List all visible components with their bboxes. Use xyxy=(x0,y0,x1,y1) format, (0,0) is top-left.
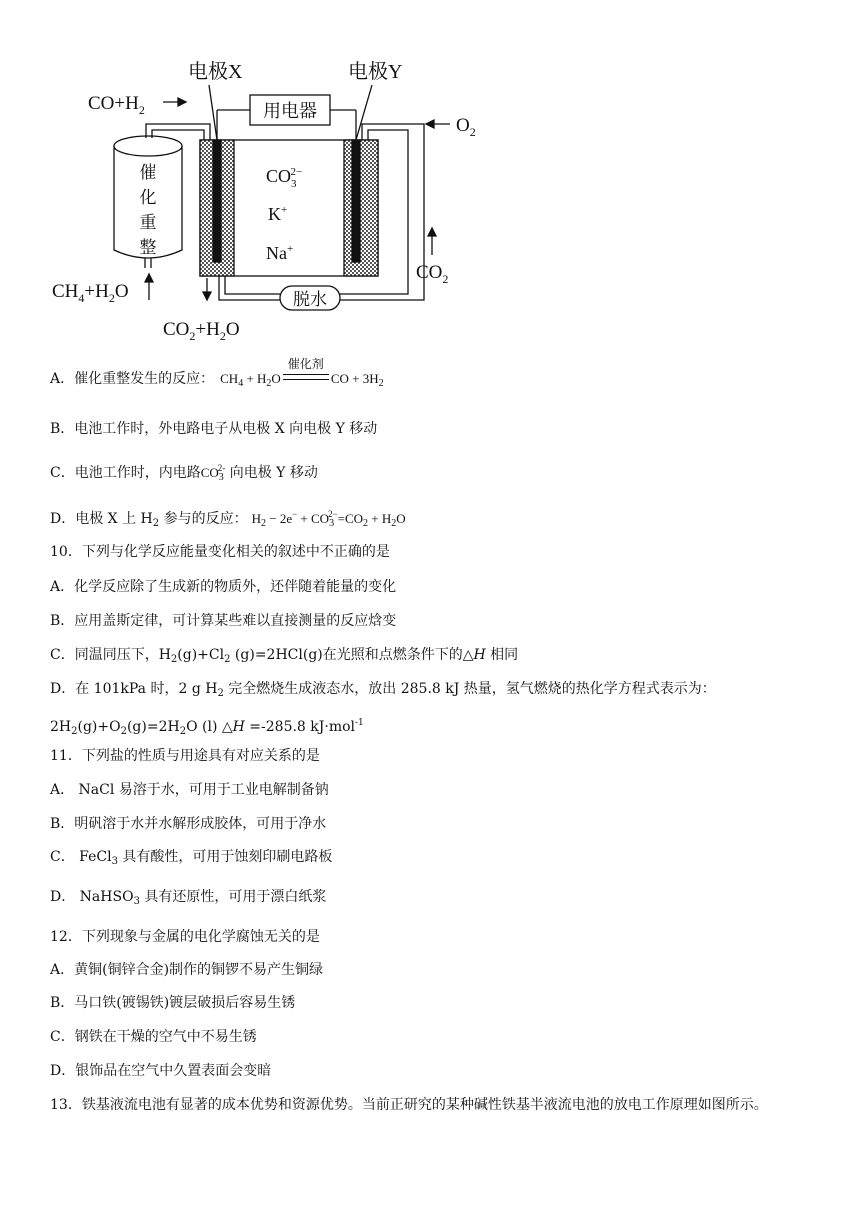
reformer-char-1: 催 xyxy=(139,163,157,182)
reformer-feed-label: $CH_4+H_2O$ xyxy=(52,281,129,305)
q10-equation: $2H_2(g)+O_2(g)=2H_2O$ (l) △H =-285.8 kJ·mol$^{-1}$ xyxy=(50,718,364,737)
q9-option-b: B．电池工作时，外电路电子从电极 X 向电极 Y 移动 xyxy=(50,421,378,437)
reformer-char-2: 化 xyxy=(139,188,157,207)
reformer-char-3: 重 xyxy=(139,213,157,232)
q9-option-c: C．电池工作时，内电路$CO_3^{2-}$ 向电极 Y 移动 xyxy=(50,463,318,483)
electrode-x-label: 电极X xyxy=(188,61,243,83)
q12-option-b: B．马口铁(镀锡铁)镀层破损后容易生锈 xyxy=(50,995,296,1011)
q11-stem: 11．下列盐的性质与用途具有对应关系的是 xyxy=(50,748,320,764)
input-co-h2: $CO+H_2$ xyxy=(88,93,145,117)
dehydrate-label: 脱水 xyxy=(293,290,327,309)
q9-option-a: A．催化重整发生的反应： $CH_4 + H_2O$ 催化剂 CO + $3H_2$ xyxy=(50,369,384,394)
reformer-char-4: 整 xyxy=(139,238,157,257)
fuel-cell-diagram xyxy=(0,0,860,345)
q10-option-a: A．化学反应除了生成新的物质外，还伴随着能量的变化 xyxy=(50,579,397,595)
q11-option-c: C． FeCl$_3$ 具有酸性，可用于蚀刻印刷电路板 xyxy=(50,849,333,867)
q11-option-d: D． NaHSO$_3$ 具有还原性，可用于漂白纸浆 xyxy=(50,889,327,907)
q11-option-a: A． NaCl 易溶于水，可用于工业电解制备钠 xyxy=(50,782,329,798)
electrolyte-sodium: Na+ xyxy=(266,243,294,263)
input-o2: $O_2$ xyxy=(456,115,476,139)
q10-option-b: B．应用盖斯定律，可计算某些难以直接测量的反应焓变 xyxy=(50,613,397,629)
q12-option-d: D．银饰品在空气中久置表面会变暗 xyxy=(50,1063,272,1079)
load-label: 用电器 xyxy=(263,101,317,121)
co2-recycle-label: $CO_2$ xyxy=(416,262,449,286)
catalyst-label: 催化剂 xyxy=(287,357,324,371)
exhaust-label: $CO_2+H_2O$ xyxy=(163,319,240,343)
q13-stem: 13．铁基液流电池有显著的成本优势和资源优势。当前正研究的某种碱性铁基半液流电池的放电工作原理如图所示。 xyxy=(50,1097,768,1113)
q12-option-c: C．钢铁在干燥的空气中不易生锈 xyxy=(50,1029,257,1045)
electrolyte-carbonate: $CO_32-$ xyxy=(266,166,303,190)
q12-stem: 12．下列现象与金属的电化学腐蚀无关的是 xyxy=(50,929,320,945)
electrode-y-label: 电极Y xyxy=(348,61,403,83)
q10-option-d: D．在 101kPa 时，2 g $H_2$ 完全燃烧生成液态水，放出 285.8 kJ 热量，氢气燃烧的热化学方程式表示为： xyxy=(50,681,716,699)
electrolyte-potassium: K+ xyxy=(268,204,288,224)
q9-option-d: D．电极 X 上 $H_2$ 参与的反应： $H_2 - 2e^- + CO_3^{2-}=CO_2 + H_2O$ xyxy=(50,509,406,529)
q12-option-a: A．黄铜(铜锌合金)制作的铜锣不易产生铜绿 xyxy=(50,962,324,978)
q11-option-b: B．明矾溶于水并水解形成胶体，可用于净水 xyxy=(50,816,327,832)
q10-stem: 10．下列与化学反应能量变化相关的叙述中不正确的是 xyxy=(50,544,390,560)
q10-option-c: C．同温同压下，$H_2(g)+Cl_2$ (g)=2HCl(g)在光照和点燃条件下的△H 相同 xyxy=(50,647,519,665)
